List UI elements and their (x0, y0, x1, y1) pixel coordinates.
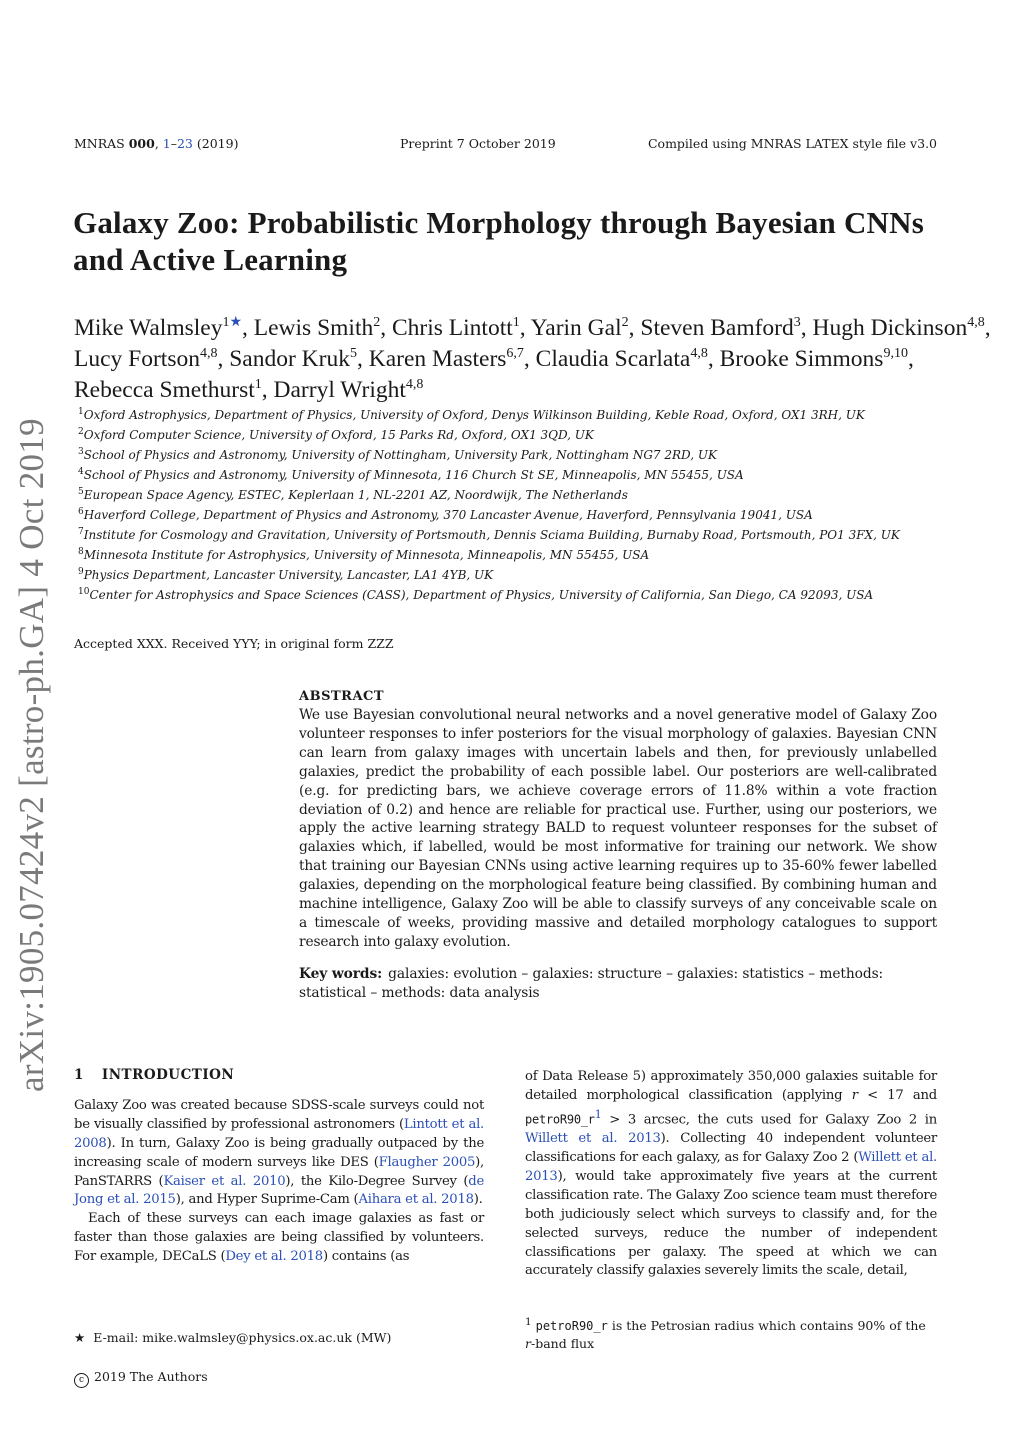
footnote-text (525, 1318, 926, 1351)
text-run: Each of these surveys can each image galaxies as fast or faster than those galaxies are being classified by volunteers. For example, DECaLS ( (74, 1211, 484, 1265)
journal-volume: 000 (128, 136, 155, 151)
intro-paragraph-1 (74, 1097, 484, 1210)
text-run: ) contains (as (322, 1249, 410, 1265)
section-number: 1 (74, 1067, 84, 1083)
text-run: ), PanSTARRS ( (74, 1154, 484, 1189)
abstract-section (299, 688, 937, 1003)
author-affiliation-marker: 2 (373, 315, 381, 331)
text-run: of Data Release 5) approximately 350,000 galaxies suitable for detailed morphological classification (applying (525, 1069, 937, 1103)
preprint-date: Preprint 7 October 2019 (400, 136, 556, 151)
author-affiliation-marker: 3 (793, 315, 801, 331)
author-affiliation-marker: 5 (349, 346, 357, 362)
affiliation-item: $^5$European Space Agency, ESTEC, Keplerlaan 1, NL-2201 AZ, Noordwijk, The Netherlands (78, 487, 628, 502)
keywords (299, 965, 937, 1003)
page-start-link[interactable]: 1 (162, 136, 171, 151)
footnote-marker: 1 (525, 1316, 532, 1328)
affiliation-item: $^{10}$Center for Astrophysics and Space Sciences (CASS), Department of Physics, University of California, San Diego, CA 92093, USA (78, 587, 874, 602)
email-text: E-mail: mike.walmsley@physics.ox.ac.uk (MW) (93, 1330, 392, 1345)
journal-year: (2019) (196, 136, 239, 151)
affiliation-item: $^6$Haverford College, Department of Physics and Astronomy, 370 Lancaster Avenue, Haverford, Pennsylvania 19041, USA (78, 507, 813, 522)
author-name: Sandor Kruk$^5$ (229, 346, 357, 372)
author-affiliation-marker: 1★ (222, 315, 243, 331)
author-affiliation-marker: 4,8 (199, 346, 218, 362)
text-run: ). Collecting 40 independent volunteer classifications for each galaxy, as for Galaxy Zoo 2 ( (525, 1131, 937, 1166)
affiliation-list (78, 404, 1018, 604)
keywords-text: galaxies: evolution – galaxies: structure – galaxies: statistics – methods: statistical – methods: data analysis (299, 965, 884, 1001)
citation-link[interactable]: Lintott et al. 2008 (74, 1116, 484, 1151)
accepted-line: Accepted XXX. Received YYY; in original form ZZZ (74, 636, 394, 651)
keywords-label: Key words: (299, 965, 383, 982)
author-name: Yarin Gal$^2$ (530, 315, 629, 341)
author-name: Hugh Dickinson$^{4,8}$ (812, 315, 985, 341)
text-run: > 3 arcsec, the cuts used for Galaxy Zoo 2 in (601, 1112, 937, 1128)
abstract-text: We use Bayesian convolutional neural networks and a novel generative model of Galaxy Zoo volunteer responses to infer posteriors for the visual morphology of galaxies. Bayesian CNN can learn from galaxy images with uncertain labels and then, for previously unlabelled galaxies, predict the probability of each possible label. Our posteriors are well-calibrated (e.g. for predicting bars, we achieve coverage errors of 11.8% within a vote fraction deviation of 0.2) and hence are reliable for practical use. Further, using our posteriors, we apply the active learning strategy BALD to request volunteer responses for the subset of galaxies which, if labelled, would be most informative for training our network. We show that training our Bayesian CNNs using active learning requires up to 35-60% fewer labelled galaxies, depending on the morphological feature being classified. By combining human and machine intelligence, Galaxy Zoo will be able to classify surveys of any conceivable scale on a timescale of weeks, providing massive and detailed morphology catalogues to support research into galaxy evolution. (299, 707, 937, 950)
author-affiliation-marker: 4,8 (690, 346, 708, 362)
citation-link[interactable]: Willett et al. 2013 (525, 1131, 661, 1147)
author-affiliation-marker: 1 (254, 377, 262, 393)
math-symbol: r (851, 1087, 858, 1103)
text-run: ). (473, 1192, 483, 1208)
paper-title: Galaxy Zoo: Probabilistic Morphology through Bayesian CNNs and Active Learning (73, 205, 924, 277)
citation-link[interactable]: de Jong et al. 2015 (74, 1173, 484, 1208)
affiliation-item: $^2$Oxford Computer Science, University of Oxford, 15 Parks Rd, Oxford, OX1 3QD, UK (78, 427, 594, 442)
text-run: ), and Hyper Suprime-Cam ( (175, 1192, 359, 1208)
text-run: is the Petrosian radius which contains 90% of the (607, 1318, 926, 1334)
author-name: Lewis Smith$^2$ (253, 315, 381, 341)
author-name: Brooke Simmons$^{9,10}$ (719, 346, 908, 372)
citation-link[interactable]: Willett et al. 2013 (525, 1150, 937, 1184)
text-run: ), the Kilo-Degree Survey ( (285, 1173, 469, 1189)
citation-link[interactable]: Kaiser et al. 2010 (163, 1173, 286, 1189)
author-affiliation-marker: 2 (621, 315, 629, 331)
copyright-icon: c (74, 1373, 89, 1388)
author-list: Mike Walmsley$^{1★}$, Lewis Smith$^2$, Chris Lintott$^1$, Yarin Gal$^2$, Steven Bamford$^3$, Hugh Dickinson$^{4,8}$, Lucy Fortson$^{4,8}$, Sandor Kruk$^5$, Karen Masters$^{6,7}$, Claudia Scarlata$^{4,8}$, Brooke Simmons$^{9,10}$, Rebecca Smethurst$^1$, Darryl Wright$^{4,8}$ (74, 315, 991, 403)
intro-paragraph-continued (525, 1068, 937, 1281)
star-marker: ★ (74, 1330, 86, 1345)
affiliation-item: $^1$Oxford Astrophysics, Department of Physics, University of Oxford, Denys Wilkinson Building, Keble Road, Oxford, OX1 3RH, UK (78, 407, 865, 422)
author-affiliation-marker: 6,7 (506, 346, 524, 362)
email-footnote (74, 1330, 391, 1345)
affiliation-item: $^9$Physics Department, Lancaster University, Lancaster, LA1 4YB, UK (78, 567, 494, 582)
running-header-left: MNRAS 000, 1–23 (2019) (74, 136, 239, 151)
author-name: Claudia Scarlata$^{4,8}$ (535, 346, 708, 372)
citation-link[interactable]: Dey et al. 2018 (225, 1249, 323, 1265)
author-name: Rebecca Smethurst$^1$ (74, 377, 262, 403)
text-run: Galaxy Zoo was created because SDSS-scale surveys could not be visually classified by professional astronomers ( (74, 1097, 484, 1132)
author-name: Darryl Wright$^{4,8}$ (273, 377, 424, 403)
author-name: Chris Lintott$^1$ (391, 315, 520, 341)
citation-link[interactable]: Flaugher 2005 (378, 1154, 476, 1170)
section-heading (74, 1066, 484, 1085)
affiliation-item: $^4$School of Physics and Astronomy, University of Minnesota, 116 Church St SE, Minneapolis, MN 55455, USA (78, 467, 744, 482)
text-run: < 17 and (857, 1087, 937, 1103)
affiliation-item: $^8$Minnesota Institute for Astrophysics, University of Minnesota, Minneapolis, MN 55455, USA (78, 547, 650, 562)
author-name: Steven Bamford$^3$ (640, 315, 801, 341)
affiliation-item: $^3$School of Physics and Astronomy, University of Nottingham, University Park, Nottingham NG7 2RD, UK (78, 447, 717, 462)
code-term: petroR90_r (535, 1319, 608, 1334)
math-symbol: r (525, 1336, 531, 1352)
intro-paragraph-2 (74, 1210, 484, 1267)
author-name: Karen Masters$^{6,7}$ (368, 346, 524, 372)
copyright-line (74, 1369, 208, 1388)
author-affiliation-marker: 9,10 (883, 346, 908, 362)
author-name: Lucy Fortson$^{4,8}$ (74, 346, 218, 372)
section-title: INTRODUCTION (101, 1067, 235, 1083)
intro-right-column (525, 1068, 937, 1281)
author-affiliation-marker: 4,8 (967, 315, 985, 331)
arxiv-stamp: arXiv:1905.07424v2 [astro-ph.GA] 4 Oct 2019 (12, 418, 51, 1092)
text-run: ). In turn, Galaxy Zoo is being gradually outpaced by the increasing scale of modern surveys like DES ( (74, 1135, 484, 1170)
author-affiliation-marker: 1 (512, 315, 520, 331)
abstract-heading: ABSTRACT (299, 689, 385, 704)
author-name: Mike Walmsley$^{1★}$ (74, 315, 243, 341)
author-affiliation-marker: 4,8 (405, 377, 424, 393)
intro-left-column (74, 1066, 484, 1267)
journal-name: MNRAS (74, 136, 125, 151)
footnote-ref-link[interactable]: 1 (594, 1107, 602, 1121)
citation-link[interactable]: Aihara et al. 2018 (358, 1192, 474, 1208)
copyright-text: 2019 The Authors (94, 1369, 208, 1384)
text-run: ), would take approximately five years at the current classification rate. The Galaxy Zoo science team must therefore both judiciously select which surveys to classify and, for the selected surveys, reduce the number of independent classifications per galaxy. The speed at which we can accurately classify galaxies severely limits the scale, detail, (525, 1168, 937, 1279)
footnote-1 (525, 1313, 937, 1353)
compiled-note: Compiled using MNRAS LATEX style file v3.0 (647, 136, 937, 151)
code-term: petroR90_r (525, 1112, 595, 1127)
page-end-link[interactable]: 23 (176, 136, 193, 151)
affiliation-item: $^7$Institute for Cosmology and Gravitation, University of Portsmouth, Dennis Sciama Building, Burnaby Road, Portsmouth, PO1 3FX, UK (78, 527, 900, 542)
text-run: -band flux (530, 1336, 595, 1352)
